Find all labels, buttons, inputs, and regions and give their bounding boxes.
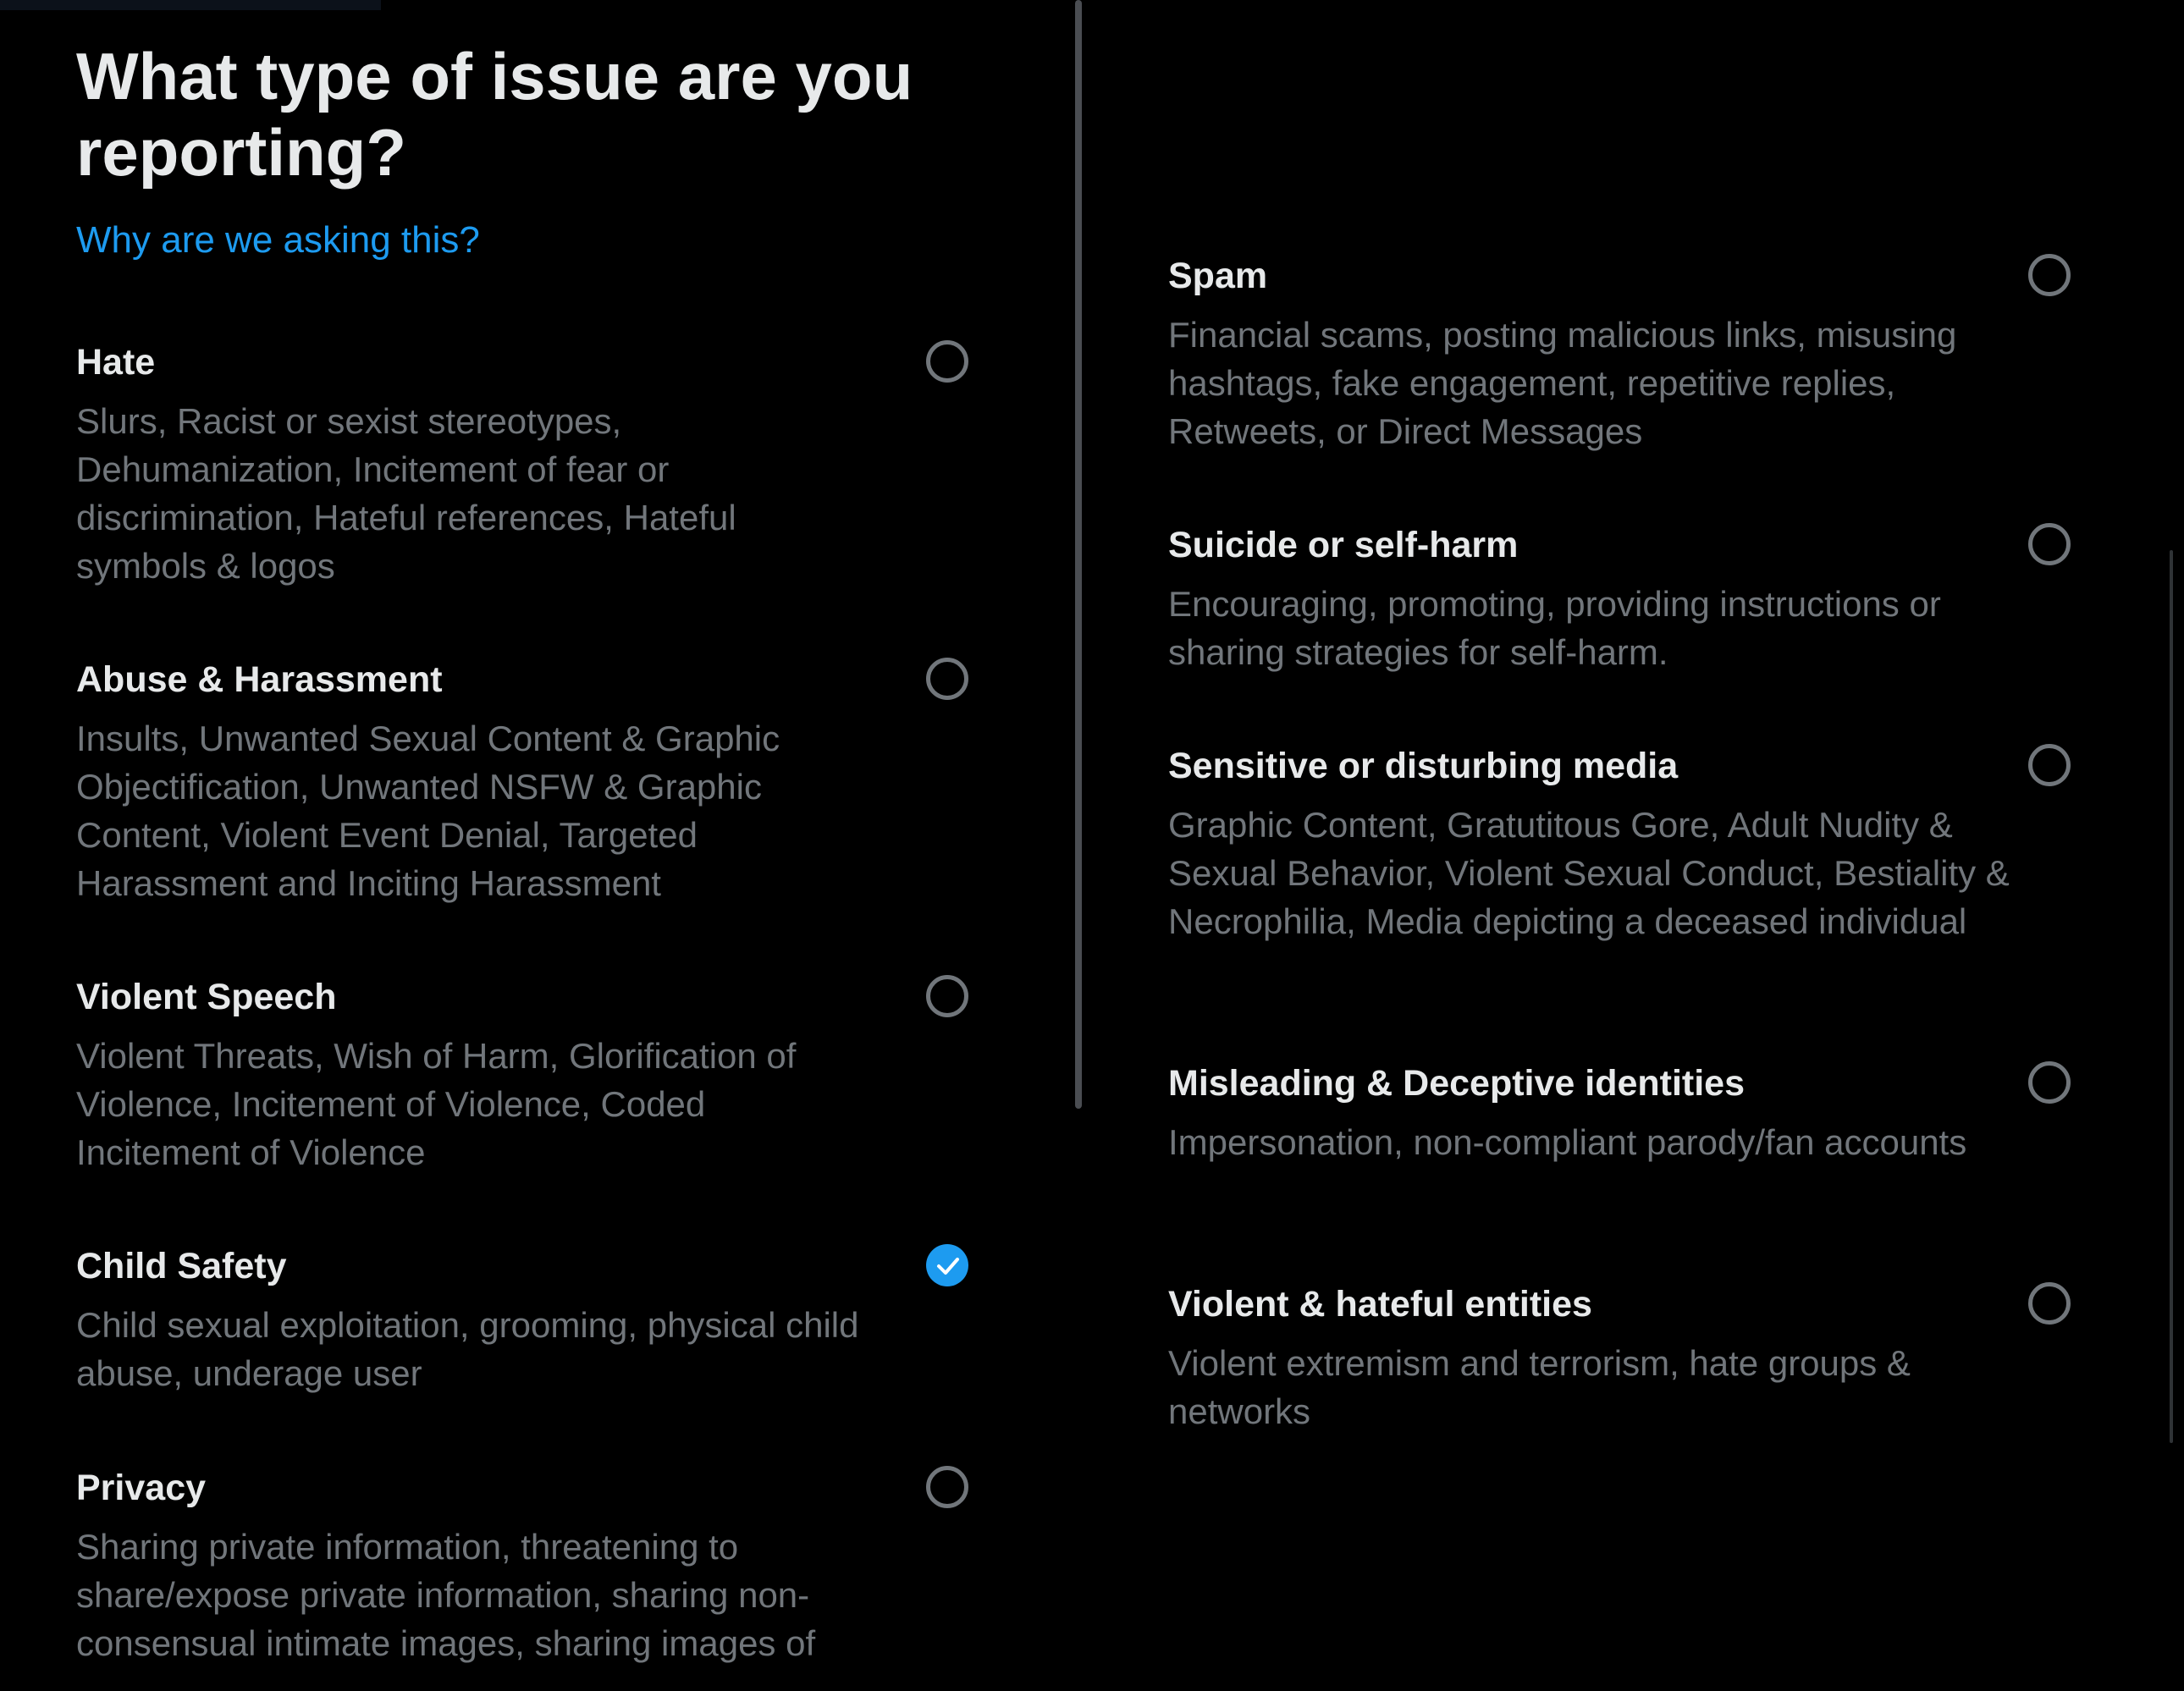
option-abuse-harassment[interactable] (76, 656, 999, 907)
radio-unchecked-icon[interactable] (2028, 254, 2071, 296)
radio-unchecked-icon[interactable] (2028, 1061, 2071, 1104)
option-title: Abuse & Harassment (76, 659, 443, 700)
page-title: What type of issue are you reporting? (76, 39, 913, 190)
radio-unchecked-icon[interactable] (926, 1466, 968, 1508)
option-description: Encouraging, promoting, providing instructions or sharing strategies for self-harm. (1168, 584, 1941, 672)
option-title: Hate (76, 342, 156, 383)
option-description: Financial scams, posting malicious links, misusing hashtags, fake engagement, repetitive replies, Retweets, or Direct Messages (1168, 315, 1957, 451)
option-misleading-identities[interactable] (1168, 1060, 2150, 1166)
option-title: Child Safety (76, 1246, 287, 1286)
option-title: Misleading & Deceptive identities (1168, 1063, 1746, 1104)
radio-unchecked-icon[interactable] (926, 975, 968, 1017)
radio-unchecked-icon[interactable] (2028, 523, 2071, 565)
option-title: Sensitive or disturbing media (1168, 746, 1679, 786)
radio-unchecked-icon[interactable] (2028, 1282, 2071, 1325)
option-title: Violent & hateful entities (1168, 1284, 1592, 1325)
option-spam[interactable] (1168, 252, 2150, 455)
option-title: Spam (1168, 256, 1268, 296)
option-description: Graphic Content, Gratutitous Gore, Adult Nudity & Sexual Behavior, Violent Sexual Conduct, Bestiality & Necrophilia, Media depicting a deceased individual (1168, 805, 2010, 941)
why-asking-link[interactable]: Why are we asking this? (76, 219, 480, 261)
radio-checked-icon[interactable] (926, 1244, 968, 1286)
option-description: Sharing private information, threatening to share/expose private information, sharing non-consensual intimate images, sharing images of (76, 1527, 816, 1663)
option-title: Privacy (76, 1468, 207, 1508)
option-description: Slurs, Racist or sexist stereotypes, Dehumanization, Incitement of fear or discrimination, Hateful references, Hateful symbols & logos (76, 401, 736, 586)
option-description: Violent extremism and terrorism, hate groups & networks (1168, 1343, 1911, 1431)
option-sensitive-media[interactable] (1168, 742, 2150, 945)
option-hate[interactable] (76, 339, 999, 590)
report-left-column (0, 0, 1075, 1691)
option-description: Violent Threats, Wish of Harm, Glorification of Violence, Incitement of Violence, Coded Incitement of Violence (76, 1036, 797, 1172)
radio-unchecked-icon[interactable] (926, 658, 968, 700)
option-description: Child sexual exploitation, grooming, physical child abuse, underage user (76, 1305, 859, 1393)
option-title: Violent Speech (76, 977, 337, 1017)
option-title: Suicide or self-harm (1168, 525, 1519, 565)
option-privacy[interactable] (76, 1464, 999, 1667)
checkmark-icon (936, 1256, 960, 1276)
radio-unchecked-icon[interactable] (926, 340, 968, 383)
option-child-safety[interactable] (76, 1242, 999, 1397)
option-suicide-self-harm[interactable] (1168, 521, 2150, 676)
option-description: Impersonation, non-compliant parody/fan accounts (1168, 1122, 1967, 1162)
option-description: Insults, Unwanted Sexual Content & Graphic Objectification, Unwanted NSFW & Graphic Content, Violent Event Denial, Targeted Harassment and Inciting Harassment (76, 719, 780, 903)
report-right-column (1092, 0, 2184, 1691)
option-violent-speech[interactable] (76, 973, 999, 1176)
option-violent-hateful-entities[interactable] (1168, 1281, 2150, 1435)
right-scrollbar[interactable] (2170, 550, 2173, 1443)
radio-unchecked-icon[interactable] (2028, 744, 2071, 786)
left-scrollbar[interactable] (1075, 0, 1082, 1109)
